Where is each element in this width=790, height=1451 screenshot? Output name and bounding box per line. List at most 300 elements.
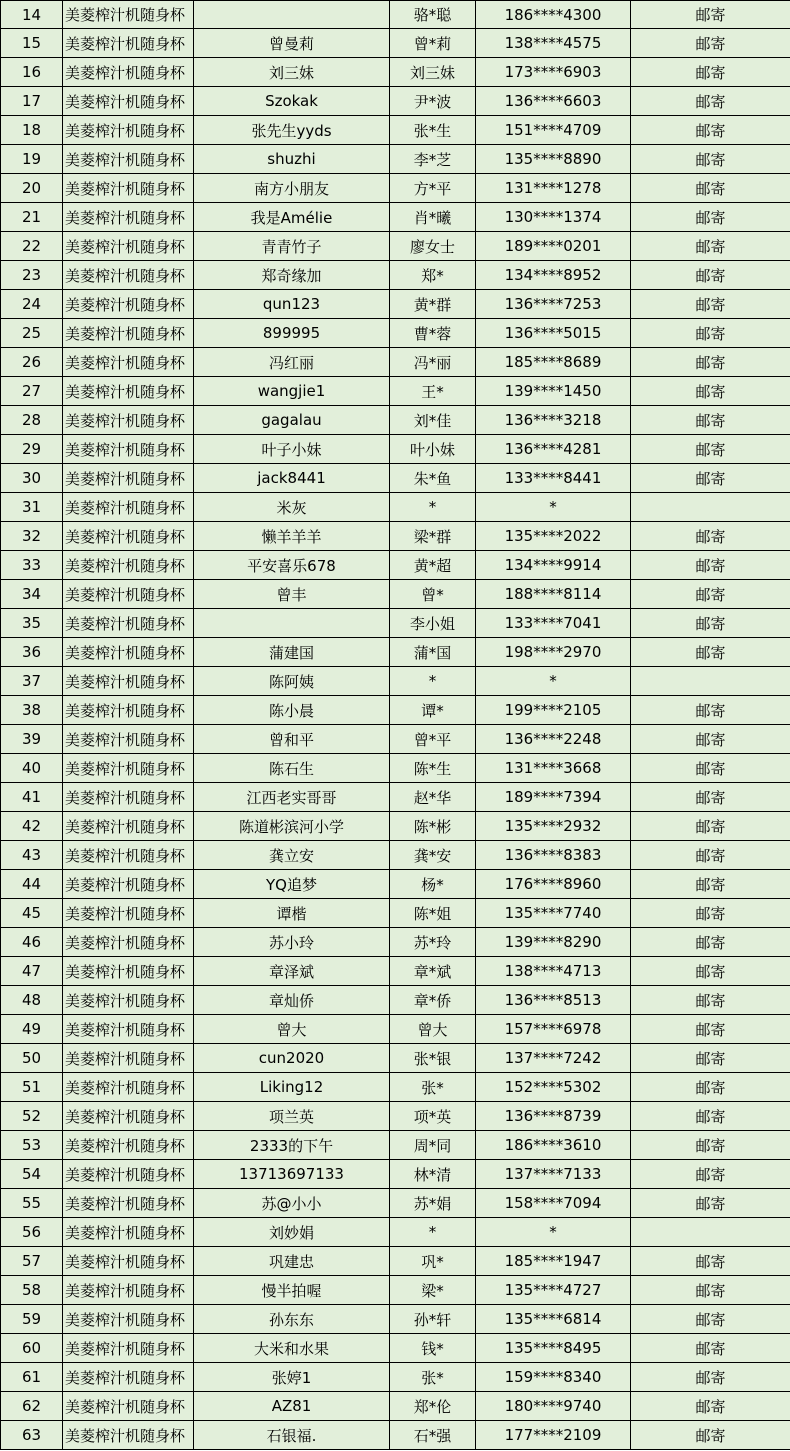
phone-cell[interactable]: 151****4709 — [476, 116, 631, 145]
delivery-method-cell[interactable] — [631, 1218, 790, 1247]
delivery-method-cell[interactable]: 邮寄 — [631, 812, 790, 841]
delivery-method-cell[interactable]: 邮寄 — [631, 348, 790, 377]
nickname-cell[interactable]: 曾大 — [194, 1015, 390, 1044]
nickname-cell[interactable]: YQ追梦 — [194, 870, 390, 899]
nickname-cell[interactable]: 2333的下午 — [194, 1131, 390, 1160]
product-cell[interactable]: 美菱榨汁机随身杯 — [63, 638, 194, 667]
row-number-cell[interactable]: 30 — [1, 464, 63, 493]
row-number-cell[interactable]: 47 — [1, 957, 63, 986]
recipient-name-cell[interactable]: 曾* — [390, 580, 476, 609]
row-number-cell[interactable]: 43 — [1, 841, 63, 870]
row-number-cell[interactable]: 55 — [1, 1189, 63, 1218]
phone-cell[interactable]: 136****3218 — [476, 406, 631, 435]
product-cell[interactable]: 美菱榨汁机随身杯 — [63, 870, 194, 899]
phone-cell[interactable]: 177****2109 — [476, 1421, 631, 1450]
recipient-name-cell[interactable]: 叶小妹 — [390, 435, 476, 464]
phone-cell[interactable]: 139****8290 — [476, 928, 631, 957]
nickname-cell[interactable]: AZ81 — [194, 1392, 390, 1421]
product-cell[interactable]: 美菱榨汁机随身杯 — [63, 928, 194, 957]
row-number-cell[interactable]: 22 — [1, 232, 63, 261]
phone-cell[interactable]: 136****8513 — [476, 986, 631, 1015]
nickname-cell[interactable]: 冯红丽 — [194, 348, 390, 377]
delivery-method-cell[interactable]: 邮寄 — [631, 1160, 790, 1189]
nickname-cell[interactable]: 张先生yyds — [194, 116, 390, 145]
delivery-method-cell[interactable]: 邮寄 — [631, 261, 790, 290]
product-cell[interactable]: 美菱榨汁机随身杯 — [63, 87, 194, 116]
nickname-cell[interactable]: 叶子小妹 — [194, 435, 390, 464]
row-number-cell[interactable]: 34 — [1, 580, 63, 609]
phone-cell[interactable]: 134****9914 — [476, 551, 631, 580]
delivery-method-cell[interactable]: 邮寄 — [631, 870, 790, 899]
recipient-name-cell[interactable]: 蒲*国 — [390, 638, 476, 667]
phone-cell[interactable]: 137****7242 — [476, 1044, 631, 1073]
phone-cell[interactable]: 185****1947 — [476, 1247, 631, 1276]
phone-cell[interactable]: 137****7133 — [476, 1160, 631, 1189]
delivery-method-cell[interactable]: 邮寄 — [631, 435, 790, 464]
recipient-name-cell[interactable]: 巩* — [390, 1247, 476, 1276]
nickname-cell[interactable]: Liking12 — [194, 1073, 390, 1102]
row-number-cell[interactable]: 59 — [1, 1305, 63, 1334]
recipient-name-cell[interactable]: 杨* — [390, 870, 476, 899]
phone-cell[interactable]: * — [476, 493, 631, 522]
nickname-cell[interactable]: 青青竹子 — [194, 232, 390, 261]
phone-cell[interactable]: 189****0201 — [476, 232, 631, 261]
nickname-cell[interactable]: 陈阿姨 — [194, 667, 390, 696]
recipient-name-cell[interactable]: 梁* — [390, 1276, 476, 1305]
product-cell[interactable]: 美菱榨汁机随身杯 — [63, 1334, 194, 1363]
row-number-cell[interactable]: 62 — [1, 1392, 63, 1421]
product-cell[interactable]: 美菱榨汁机随身杯 — [63, 754, 194, 783]
row-number-cell[interactable]: 50 — [1, 1044, 63, 1073]
delivery-method-cell[interactable]: 邮寄 — [631, 1392, 790, 1421]
row-number-cell[interactable]: 20 — [1, 174, 63, 203]
row-number-cell[interactable]: 45 — [1, 899, 63, 928]
nickname-cell[interactable]: 899995 — [194, 319, 390, 348]
recipient-name-cell[interactable]: 曾*平 — [390, 725, 476, 754]
recipient-name-cell[interactable]: 郑* — [390, 261, 476, 290]
phone-cell[interactable]: 180****9740 — [476, 1392, 631, 1421]
product-cell[interactable]: 美菱榨汁机随身杯 — [63, 609, 194, 638]
row-number-cell[interactable]: 14 — [1, 1, 63, 29]
recipient-name-cell[interactable]: 刘*佳 — [390, 406, 476, 435]
phone-cell[interactable]: 135****7740 — [476, 899, 631, 928]
delivery-method-cell[interactable]: 邮寄 — [631, 986, 790, 1015]
row-number-cell[interactable]: 52 — [1, 1102, 63, 1131]
phone-cell[interactable]: 159****8340 — [476, 1363, 631, 1392]
phone-cell[interactable]: 135****2932 — [476, 812, 631, 841]
delivery-method-cell[interactable]: 邮寄 — [631, 116, 790, 145]
row-number-cell[interactable]: 61 — [1, 1363, 63, 1392]
row-number-cell[interactable]: 33 — [1, 551, 63, 580]
row-number-cell[interactable]: 27 — [1, 377, 63, 406]
row-number-cell[interactable]: 18 — [1, 116, 63, 145]
recipient-name-cell[interactable]: 梁*群 — [390, 522, 476, 551]
nickname-cell[interactable]: 我是Amélie — [194, 203, 390, 232]
recipient-name-cell[interactable]: 龚*安 — [390, 841, 476, 870]
product-cell[interactable]: 美菱榨汁机随身杯 — [63, 957, 194, 986]
recipient-name-cell[interactable]: 张* — [390, 1073, 476, 1102]
row-number-cell[interactable]: 17 — [1, 87, 63, 116]
product-cell[interactable]: 美菱榨汁机随身杯 — [63, 29, 194, 58]
delivery-method-cell[interactable]: 邮寄 — [631, 551, 790, 580]
product-cell[interactable]: 美菱榨汁机随身杯 — [63, 899, 194, 928]
product-cell[interactable]: 美菱榨汁机随身杯 — [63, 1247, 194, 1276]
product-cell[interactable]: 美菱榨汁机随身杯 — [63, 1015, 194, 1044]
row-number-cell[interactable]: 36 — [1, 638, 63, 667]
row-number-cell[interactable]: 21 — [1, 203, 63, 232]
nickname-cell[interactable]: 郑奇缘加 — [194, 261, 390, 290]
delivery-method-cell[interactable]: 邮寄 — [631, 1, 790, 29]
recipient-name-cell[interactable]: 张*生 — [390, 116, 476, 145]
delivery-method-cell[interactable]: 邮寄 — [631, 377, 790, 406]
nickname-cell[interactable]: 章灿侨 — [194, 986, 390, 1015]
product-cell[interactable]: 美菱榨汁机随身杯 — [63, 1044, 194, 1073]
recipient-name-cell[interactable]: 章*侨 — [390, 986, 476, 1015]
nickname-cell[interactable]: cun2020 — [194, 1044, 390, 1073]
nickname-cell[interactable]: 曾和平 — [194, 725, 390, 754]
recipient-name-cell[interactable]: 张* — [390, 1363, 476, 1392]
phone-cell[interactable]: 133****7041 — [476, 609, 631, 638]
nickname-cell[interactable]: 陈道彬滨河小学 — [194, 812, 390, 841]
recipient-name-cell[interactable]: 王* — [390, 377, 476, 406]
nickname-cell[interactable]: 巩建忠 — [194, 1247, 390, 1276]
product-cell[interactable]: 美菱榨汁机随身杯 — [63, 145, 194, 174]
row-number-cell[interactable]: 28 — [1, 406, 63, 435]
product-cell[interactable]: 美菱榨汁机随身杯 — [63, 116, 194, 145]
nickname-cell[interactable]: 石银福. — [194, 1421, 390, 1450]
recipient-name-cell[interactable]: * — [390, 493, 476, 522]
row-number-cell[interactable]: 53 — [1, 1131, 63, 1160]
nickname-cell[interactable]: 孙东东 — [194, 1305, 390, 1334]
delivery-method-cell[interactable]: 邮寄 — [631, 145, 790, 174]
recipient-name-cell[interactable]: 陈*生 — [390, 754, 476, 783]
row-number-cell[interactable]: 19 — [1, 145, 63, 174]
phone-cell[interactable]: 136****7253 — [476, 290, 631, 319]
product-cell[interactable]: 美菱榨汁机随身杯 — [63, 551, 194, 580]
nickname-cell[interactable]: 米灰 — [194, 493, 390, 522]
product-cell[interactable]: 美菱榨汁机随身杯 — [63, 261, 194, 290]
row-number-cell[interactable]: 51 — [1, 1073, 63, 1102]
delivery-method-cell[interactable]: 邮寄 — [631, 203, 790, 232]
product-cell[interactable]: 美菱榨汁机随身杯 — [63, 1, 194, 29]
phone-cell[interactable]: 138****4575 — [476, 29, 631, 58]
delivery-method-cell[interactable]: 邮寄 — [631, 725, 790, 754]
nickname-cell[interactable]: 懒羊羊羊 — [194, 522, 390, 551]
product-cell[interactable]: 美菱榨汁机随身杯 — [63, 1131, 194, 1160]
product-cell[interactable]: 美菱榨汁机随身杯 — [63, 406, 194, 435]
product-cell[interactable]: 美菱榨汁机随身杯 — [63, 580, 194, 609]
row-number-cell[interactable]: 16 — [1, 58, 63, 87]
recipient-name-cell[interactable]: 李小姐 — [390, 609, 476, 638]
recipient-name-cell[interactable]: 石*强 — [390, 1421, 476, 1450]
delivery-method-cell[interactable]: 邮寄 — [631, 754, 790, 783]
nickname-cell[interactable]: 蒲建国 — [194, 638, 390, 667]
product-cell[interactable]: 美菱榨汁机随身杯 — [63, 493, 194, 522]
phone-cell[interactable]: 138****4713 — [476, 957, 631, 986]
row-number-cell[interactable]: 56 — [1, 1218, 63, 1247]
nickname-cell[interactable]: 苏小玲 — [194, 928, 390, 957]
row-number-cell[interactable]: 49 — [1, 1015, 63, 1044]
row-number-cell[interactable]: 24 — [1, 290, 63, 319]
recipient-name-cell[interactable]: 张*银 — [390, 1044, 476, 1073]
delivery-method-cell[interactable]: 邮寄 — [631, 609, 790, 638]
phone-cell[interactable]: 158****7094 — [476, 1189, 631, 1218]
recipient-name-cell[interactable]: 冯*丽 — [390, 348, 476, 377]
delivery-method-cell[interactable] — [631, 493, 790, 522]
delivery-method-cell[interactable]: 邮寄 — [631, 957, 790, 986]
product-cell[interactable]: 美菱榨汁机随身杯 — [63, 1305, 194, 1334]
row-number-cell[interactable]: 38 — [1, 696, 63, 725]
product-cell[interactable]: 美菱榨汁机随身杯 — [63, 812, 194, 841]
phone-cell[interactable]: * — [476, 667, 631, 696]
phone-cell[interactable]: 131****3668 — [476, 754, 631, 783]
delivery-method-cell[interactable]: 邮寄 — [631, 580, 790, 609]
delivery-method-cell[interactable]: 邮寄 — [631, 58, 790, 87]
recipient-name-cell[interactable]: 刘三妹 — [390, 58, 476, 87]
delivery-method-cell[interactable]: 邮寄 — [631, 406, 790, 435]
product-cell[interactable]: 美菱榨汁机随身杯 — [63, 696, 194, 725]
product-cell[interactable]: 美菱榨汁机随身杯 — [63, 377, 194, 406]
nickname-cell[interactable]: 苏@小小 — [194, 1189, 390, 1218]
delivery-method-cell[interactable]: 邮寄 — [631, 1044, 790, 1073]
product-cell[interactable]: 美菱榨汁机随身杯 — [63, 464, 194, 493]
recipient-name-cell[interactable]: 林*清 — [390, 1160, 476, 1189]
product-cell[interactable]: 美菱榨汁机随身杯 — [63, 58, 194, 87]
nickname-cell[interactable]: jack8441 — [194, 464, 390, 493]
delivery-method-cell[interactable]: 邮寄 — [631, 638, 790, 667]
delivery-method-cell[interactable]: 邮寄 — [631, 1276, 790, 1305]
delivery-method-cell[interactable]: 邮寄 — [631, 232, 790, 261]
row-number-cell[interactable]: 57 — [1, 1247, 63, 1276]
phone-cell[interactable]: 199****2105 — [476, 696, 631, 725]
recipient-name-cell[interactable]: * — [390, 1218, 476, 1247]
phone-cell[interactable]: 189****7394 — [476, 783, 631, 812]
row-number-cell[interactable]: 25 — [1, 319, 63, 348]
phone-cell[interactable]: 131****1278 — [476, 174, 631, 203]
nickname-cell[interactable]: 刘三妹 — [194, 58, 390, 87]
delivery-method-cell[interactable]: 邮寄 — [631, 783, 790, 812]
phone-cell[interactable]: 135****6814 — [476, 1305, 631, 1334]
delivery-method-cell[interactable]: 邮寄 — [631, 87, 790, 116]
recipient-name-cell[interactable]: 谭* — [390, 696, 476, 725]
phone-cell[interactable]: 135****8495 — [476, 1334, 631, 1363]
recipient-name-cell[interactable]: 骆*聪 — [390, 1, 476, 29]
product-cell[interactable]: 美菱榨汁机随身杯 — [63, 1218, 194, 1247]
row-number-cell[interactable]: 48 — [1, 986, 63, 1015]
recipient-name-cell[interactable]: 钱* — [390, 1334, 476, 1363]
recipient-name-cell[interactable]: 李*芝 — [390, 145, 476, 174]
recipient-name-cell[interactable]: * — [390, 667, 476, 696]
product-cell[interactable]: 美菱榨汁机随身杯 — [63, 319, 194, 348]
nickname-cell[interactable]: gagalau — [194, 406, 390, 435]
product-cell[interactable]: 美菱榨汁机随身杯 — [63, 986, 194, 1015]
delivery-method-cell[interactable]: 邮寄 — [631, 899, 790, 928]
row-number-cell[interactable]: 40 — [1, 754, 63, 783]
phone-cell[interactable]: * — [476, 1218, 631, 1247]
row-number-cell[interactable]: 31 — [1, 493, 63, 522]
row-number-cell[interactable]: 44 — [1, 870, 63, 899]
recipient-name-cell[interactable]: 孙*轩 — [390, 1305, 476, 1334]
nickname-cell[interactable]: 项兰英 — [194, 1102, 390, 1131]
nickname-cell[interactable]: shuzhi — [194, 145, 390, 174]
nickname-cell[interactable]: 13713697133 — [194, 1160, 390, 1189]
phone-cell[interactable]: 135****2022 — [476, 522, 631, 551]
product-cell[interactable]: 美菱榨汁机随身杯 — [63, 1189, 194, 1218]
recipient-name-cell[interactable]: 苏*玲 — [390, 928, 476, 957]
row-number-cell[interactable]: 32 — [1, 522, 63, 551]
product-cell[interactable]: 美菱榨汁机随身杯 — [63, 1073, 194, 1102]
nickname-cell[interactable]: 龚立安 — [194, 841, 390, 870]
row-number-cell[interactable]: 46 — [1, 928, 63, 957]
recipient-name-cell[interactable]: 章*斌 — [390, 957, 476, 986]
nickname-cell[interactable]: 大米和水果 — [194, 1334, 390, 1363]
delivery-method-cell[interactable]: 邮寄 — [631, 1073, 790, 1102]
delivery-method-cell[interactable]: 邮寄 — [631, 319, 790, 348]
nickname-cell[interactable]: 谭楷 — [194, 899, 390, 928]
delivery-method-cell[interactable]: 邮寄 — [631, 1102, 790, 1131]
recipient-name-cell[interactable]: 陈*彬 — [390, 812, 476, 841]
recipient-name-cell[interactable]: 郑*伦 — [390, 1392, 476, 1421]
recipient-name-cell[interactable]: 朱*鱼 — [390, 464, 476, 493]
recipient-name-cell[interactable]: 黄*群 — [390, 290, 476, 319]
nickname-cell[interactable]: 刘妙娟 — [194, 1218, 390, 1247]
product-cell[interactable]: 美菱榨汁机随身杯 — [63, 1421, 194, 1450]
recipient-name-cell[interactable]: 廖女士 — [390, 232, 476, 261]
product-cell[interactable]: 美菱榨汁机随身杯 — [63, 174, 194, 203]
delivery-method-cell[interactable]: 邮寄 — [631, 290, 790, 319]
recipient-name-cell[interactable]: 曾大 — [390, 1015, 476, 1044]
recipient-name-cell[interactable]: 陈*姐 — [390, 899, 476, 928]
product-cell[interactable]: 美菱榨汁机随身杯 — [63, 348, 194, 377]
nickname-cell[interactable]: qun123 — [194, 290, 390, 319]
recipient-name-cell[interactable]: 赵*华 — [390, 783, 476, 812]
phone-cell[interactable]: 139****1450 — [476, 377, 631, 406]
row-number-cell[interactable]: 54 — [1, 1160, 63, 1189]
delivery-method-cell[interactable]: 邮寄 — [631, 464, 790, 493]
phone-cell[interactable]: 133****8441 — [476, 464, 631, 493]
phone-cell[interactable]: 135****8890 — [476, 145, 631, 174]
product-cell[interactable]: 美菱榨汁机随身杯 — [63, 1160, 194, 1189]
delivery-method-cell[interactable]: 邮寄 — [631, 29, 790, 58]
product-cell[interactable]: 美菱榨汁机随身杯 — [63, 435, 194, 464]
phone-cell[interactable]: 198****2970 — [476, 638, 631, 667]
delivery-method-cell[interactable]: 邮寄 — [631, 1421, 790, 1450]
row-number-cell[interactable]: 26 — [1, 348, 63, 377]
row-number-cell[interactable]: 42 — [1, 812, 63, 841]
row-number-cell[interactable]: 29 — [1, 435, 63, 464]
recipient-name-cell[interactable]: 苏*娟 — [390, 1189, 476, 1218]
phone-cell[interactable]: 152****5302 — [476, 1073, 631, 1102]
nickname-cell[interactable]: Szokak — [194, 87, 390, 116]
nickname-cell[interactable] — [194, 609, 390, 638]
row-number-cell[interactable]: 15 — [1, 29, 63, 58]
phone-cell[interactable]: 136****8739 — [476, 1102, 631, 1131]
delivery-method-cell[interactable]: 邮寄 — [631, 174, 790, 203]
product-cell[interactable]: 美菱榨汁机随身杯 — [63, 232, 194, 261]
nickname-cell[interactable]: 平安喜乐678 — [194, 551, 390, 580]
nickname-cell[interactable]: 陈小晨 — [194, 696, 390, 725]
phone-cell[interactable]: 136****2248 — [476, 725, 631, 754]
recipient-name-cell[interactable]: 尹*波 — [390, 87, 476, 116]
product-cell[interactable]: 美菱榨汁机随身杯 — [63, 783, 194, 812]
phone-cell[interactable]: 186****3610 — [476, 1131, 631, 1160]
nickname-cell[interactable]: 慢半拍喔 — [194, 1276, 390, 1305]
row-number-cell[interactable]: 58 — [1, 1276, 63, 1305]
row-number-cell[interactable]: 39 — [1, 725, 63, 754]
nickname-cell[interactable]: 江西老实哥哥 — [194, 783, 390, 812]
recipient-name-cell[interactable]: 黄*超 — [390, 551, 476, 580]
phone-cell[interactable]: 173****6903 — [476, 58, 631, 87]
delivery-method-cell[interactable]: 邮寄 — [631, 1189, 790, 1218]
row-number-cell[interactable]: 23 — [1, 261, 63, 290]
nickname-cell[interactable]: 曾曼莉 — [194, 29, 390, 58]
row-number-cell[interactable]: 41 — [1, 783, 63, 812]
product-cell[interactable]: 美菱榨汁机随身杯 — [63, 1276, 194, 1305]
phone-cell[interactable]: 176****8960 — [476, 870, 631, 899]
delivery-method-cell[interactable]: 邮寄 — [631, 1305, 790, 1334]
recipient-name-cell[interactable]: 项*英 — [390, 1102, 476, 1131]
recipient-name-cell[interactable]: 曹*蓉 — [390, 319, 476, 348]
nickname-cell[interactable]: 陈石生 — [194, 754, 390, 783]
phone-cell[interactable]: 188****8114 — [476, 580, 631, 609]
product-cell[interactable]: 美菱榨汁机随身杯 — [63, 1102, 194, 1131]
row-number-cell[interactable]: 37 — [1, 667, 63, 696]
row-number-cell[interactable]: 60 — [1, 1334, 63, 1363]
delivery-method-cell[interactable]: 邮寄 — [631, 696, 790, 725]
delivery-method-cell[interactable] — [631, 667, 790, 696]
recipient-name-cell[interactable]: 肖*曦 — [390, 203, 476, 232]
phone-cell[interactable]: 136****6603 — [476, 87, 631, 116]
delivery-method-cell[interactable]: 邮寄 — [631, 522, 790, 551]
phone-cell[interactable]: 136****4281 — [476, 435, 631, 464]
nickname-cell[interactable]: 张婷1 — [194, 1363, 390, 1392]
product-cell[interactable]: 美菱榨汁机随身杯 — [63, 667, 194, 696]
delivery-method-cell[interactable]: 邮寄 — [631, 1015, 790, 1044]
product-cell[interactable]: 美菱榨汁机随身杯 — [63, 522, 194, 551]
nickname-cell[interactable]: 曾丰 — [194, 580, 390, 609]
nickname-cell[interactable]: wangjie1 — [194, 377, 390, 406]
phone-cell[interactable]: 135****4727 — [476, 1276, 631, 1305]
recipient-name-cell[interactable]: 方*平 — [390, 174, 476, 203]
product-cell[interactable]: 美菱榨汁机随身杯 — [63, 725, 194, 754]
phone-cell[interactable]: 186****4300 — [476, 1, 631, 29]
recipient-name-cell[interactable]: 曾*莉 — [390, 29, 476, 58]
phone-cell[interactable]: 157****6978 — [476, 1015, 631, 1044]
product-cell[interactable]: 美菱榨汁机随身杯 — [63, 841, 194, 870]
delivery-method-cell[interactable]: 邮寄 — [631, 1131, 790, 1160]
delivery-method-cell[interactable]: 邮寄 — [631, 928, 790, 957]
recipient-name-cell[interactable]: 周*同 — [390, 1131, 476, 1160]
product-cell[interactable]: 美菱榨汁机随身杯 — [63, 1363, 194, 1392]
delivery-method-cell[interactable]: 邮寄 — [631, 1247, 790, 1276]
nickname-cell[interactable]: 南方小朋友 — [194, 174, 390, 203]
phone-cell[interactable]: 136****5015 — [476, 319, 631, 348]
phone-cell[interactable]: 130****1374 — [476, 203, 631, 232]
phone-cell[interactable]: 136****8383 — [476, 841, 631, 870]
phone-cell[interactable]: 185****8689 — [476, 348, 631, 377]
product-cell[interactable]: 美菱榨汁机随身杯 — [63, 203, 194, 232]
product-cell[interactable]: 美菱榨汁机随身杯 — [63, 290, 194, 319]
phone-cell[interactable]: 134****8952 — [476, 261, 631, 290]
product-cell[interactable]: 美菱榨汁机随身杯 — [63, 1392, 194, 1421]
delivery-method-cell[interactable]: 邮寄 — [631, 1363, 790, 1392]
nickname-cell[interactable]: 章泽斌 — [194, 957, 390, 986]
row-number-cell[interactable]: 63 — [1, 1421, 63, 1450]
delivery-method-cell[interactable]: 邮寄 — [631, 1334, 790, 1363]
row-number-cell[interactable]: 35 — [1, 609, 63, 638]
nickname-cell[interactable] — [194, 1, 390, 29]
delivery-method-cell[interactable]: 邮寄 — [631, 841, 790, 870]
